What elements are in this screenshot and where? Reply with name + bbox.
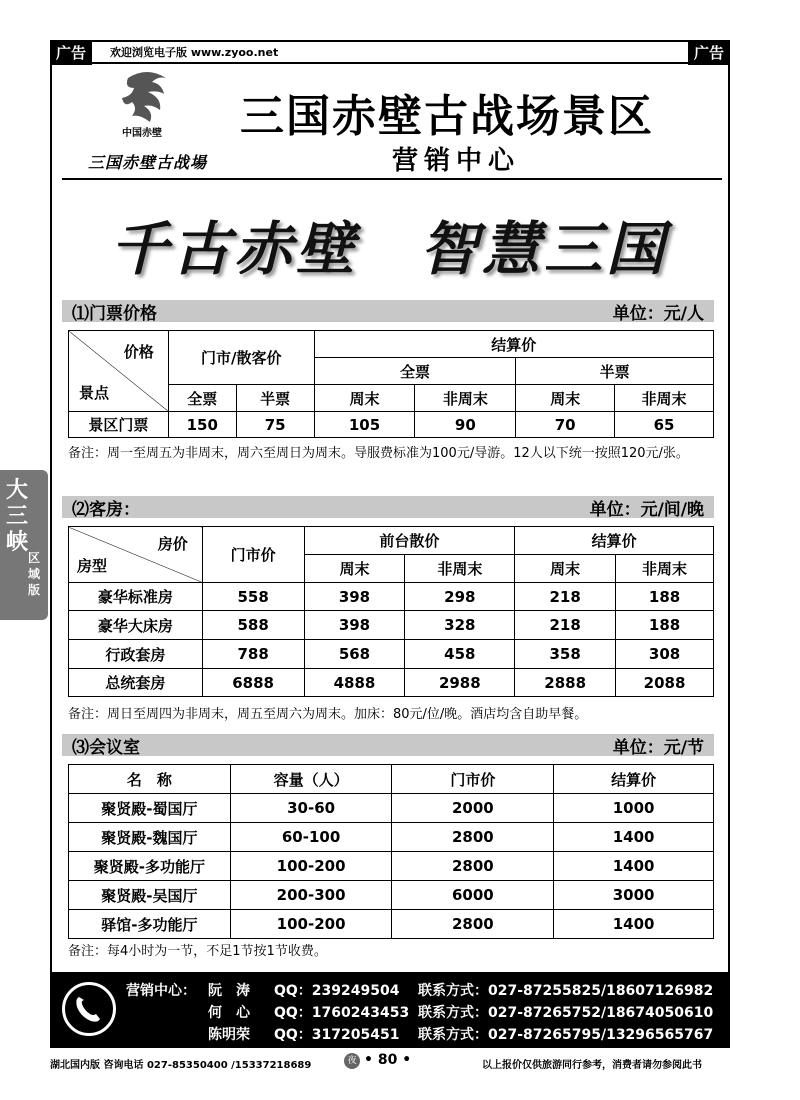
meeting-capacity: 100-200	[230, 910, 392, 939]
room-note: 备注：周日至周四为非周末，周五至周六为周末。加床：80元/位/晚。酒店均含自助早餐。	[68, 707, 588, 722]
page-number-value: 80	[377, 1052, 398, 1068]
meeting-capacity: 30-60	[230, 794, 392, 823]
meeting-settle: 1400	[554, 852, 714, 881]
header-half-weekend: 周末	[516, 385, 615, 412]
side-tab-small: 区域版	[28, 551, 41, 597]
side-tab	[0, 470, 48, 620]
ticket-table	[68, 330, 714, 438]
room-section-title: ⑵客房：	[72, 499, 140, 520]
room-corner-cell	[69, 527, 203, 583]
contact-block	[50, 972, 730, 1048]
ticket-half-weekend: 70	[516, 412, 615, 438]
header-full-ticket: 全票	[314, 358, 516, 385]
header-half-weekday: 非周末	[615, 385, 714, 412]
meeting-name: 聚贤殿-蜀国厅	[69, 794, 231, 823]
header-front-price: 前台散价	[304, 527, 515, 555]
header-room-retail: 门市价	[202, 527, 304, 583]
table-row	[69, 583, 714, 611]
page-subtitle: 营销中心	[392, 146, 521, 176]
slogan: 千古赤壁 智慧三国	[110, 215, 669, 283]
header-settle-weekend: 周末	[515, 555, 616, 583]
header-full-weekday: 非周末	[415, 385, 516, 412]
room-unit: 单位：元/间/晚	[589, 499, 704, 520]
meeting-table	[68, 764, 714, 939]
header-retail-full: 全票	[168, 385, 236, 412]
ticket-note: 备注：周一至周五为非周末，周六至周日为周末。导服费标准为100元/导游。12人以下统一按照120元/张。	[68, 446, 689, 461]
room-table	[68, 526, 714, 697]
phone-icon	[62, 982, 116, 1036]
meeting-section-title: ⑶会议室	[72, 737, 140, 758]
table-row	[69, 640, 714, 669]
table-row	[69, 881, 714, 910]
header-meeting-name: 名 称	[69, 765, 231, 794]
room-front-weekend: 398	[304, 611, 405, 640]
contact-name: 阮 涛	[208, 983, 250, 999]
room-retail: 788	[202, 640, 304, 669]
header-room-settle: 结算价	[515, 527, 714, 555]
header-retail: 门市/散客价	[168, 331, 314, 385]
room-settle-weekday: 188	[616, 583, 714, 611]
contact-phone: 联系方式：027-87265752/18674050610	[418, 1005, 714, 1021]
table-row	[69, 852, 714, 881]
header-front-weekend: 周末	[304, 555, 405, 583]
ticket-retail-full: 150	[168, 412, 236, 438]
room-front-weekday: 2988	[405, 669, 515, 697]
welcome-text: 欢迎浏览电子版 www.zyoo.net	[110, 46, 279, 59]
ticket-name: 景区门票	[69, 412, 169, 438]
ticket-full-weekend: 105	[314, 412, 415, 438]
header-meeting-retail: 门市价	[392, 765, 554, 794]
meeting-capacity: 200-300	[230, 881, 392, 910]
meeting-retail: 2800	[392, 910, 554, 939]
room-name: 总统套房	[69, 669, 203, 697]
ticket-retail-half: 75	[236, 412, 314, 438]
ad-label-left: 广告	[50, 40, 92, 65]
meeting-retail: 2800	[392, 852, 554, 881]
room-front-weekend: 4888	[304, 669, 405, 697]
room-front-weekday: 458	[405, 640, 515, 669]
contact-phone: 联系方式：027-87255825/18607126982	[418, 983, 714, 999]
room-front-weekday: 298	[405, 583, 515, 611]
ticket-half-weekday: 65	[615, 412, 714, 438]
page-number: • 80 •	[364, 1052, 412, 1068]
contact-qq: QQ：239249504	[274, 983, 400, 999]
page-badge: 夜	[344, 1053, 360, 1069]
page-title: 三国赤壁古战场景区	[240, 91, 654, 142]
header-settle: 结算价	[314, 331, 713, 358]
ad-label-right: 广告	[688, 40, 730, 65]
title-rule	[62, 178, 722, 180]
side-tab-big: 大三峡	[6, 478, 29, 555]
room-name: 豪华大床房	[69, 611, 203, 640]
room-retail: 6888	[202, 669, 304, 697]
table-row	[69, 910, 714, 939]
header-meeting-settle: 结算价	[554, 765, 714, 794]
room-name: 行政套房	[69, 640, 203, 669]
ticket-section-title: ⑴门票价格	[72, 303, 157, 324]
meeting-name: 聚贤殿-多功能厅	[69, 852, 231, 881]
header-settle-weekday: 非周末	[616, 555, 714, 583]
meeting-settle: 1400	[554, 910, 714, 939]
contact-qq: QQ：317205451	[274, 1027, 400, 1043]
contact-label: 营销中心：	[126, 983, 196, 999]
meeting-section-bar	[62, 734, 714, 756]
table-row	[69, 669, 714, 697]
meeting-retail: 2800	[392, 823, 554, 852]
meeting-retail: 2000	[392, 794, 554, 823]
contact-name: 何 心	[208, 1005, 250, 1021]
footer-left: 湖北国内版 咨询电话 027-85350400 /15337218689	[50, 1060, 312, 1071]
room-retail: 588	[202, 611, 304, 640]
meeting-name: 聚贤殿-吴国厅	[69, 881, 231, 910]
corner-spot-label: 景点	[79, 384, 110, 402]
room-front-weekday: 328	[405, 611, 515, 640]
header-retail-half: 半票	[236, 385, 314, 412]
corner-price-label: 价格	[123, 343, 154, 361]
room-name: 豪华标准房	[69, 583, 203, 611]
room-front-weekend: 568	[304, 640, 405, 669]
ticket-section-bar	[62, 300, 714, 322]
room-settle-weekday: 188	[616, 611, 714, 640]
logo-script: 三国赤壁古战場	[88, 153, 208, 172]
contact-phone: 联系方式：027-87265795/13296565767	[418, 1027, 714, 1043]
meeting-name: 聚贤殿-魏国厅	[69, 823, 231, 852]
meeting-capacity: 100-200	[230, 852, 392, 881]
logo-small-text: 中国赤壁	[122, 128, 162, 139]
meeting-unit: 单位：元/节	[612, 737, 704, 758]
room-front-weekend: 398	[304, 583, 405, 611]
meeting-settle: 3000	[554, 881, 714, 910]
room-settle-weekend: 218	[515, 583, 616, 611]
table-row	[69, 611, 714, 640]
header-full-weekend: 周末	[314, 385, 415, 412]
footer-right: 以上报价仅供旅游同行参考，消费者请勿参阅此书	[482, 1060, 702, 1071]
room-section-bar	[62, 496, 714, 518]
contact-qq: QQ：1760243453	[274, 1005, 410, 1021]
room-retail: 558	[202, 583, 304, 611]
meeting-note: 备注：每4小时为一节，不足1节按1节收费。	[68, 944, 327, 959]
header-front-weekday: 非周末	[405, 555, 515, 583]
header-meeting-capacity: 容量（人）	[230, 765, 392, 794]
room-settle-weekday: 2088	[616, 669, 714, 697]
meeting-settle: 1000	[554, 794, 714, 823]
corner-room-type: 房型	[77, 557, 108, 575]
ticket-full-weekday: 90	[415, 412, 516, 438]
room-settle-weekday: 308	[616, 640, 714, 669]
meeting-settle: 1400	[554, 823, 714, 852]
room-settle-weekend: 2888	[515, 669, 616, 697]
table-row	[69, 412, 714, 438]
table-row	[69, 794, 714, 823]
header-half-ticket: 半票	[516, 358, 714, 385]
corner-room-price: 房价	[157, 535, 188, 553]
room-settle-weekend: 358	[515, 640, 616, 669]
meeting-name: 驿馆-多功能厅	[69, 910, 231, 939]
table-row	[69, 823, 714, 852]
ticket-unit: 单位：元/人	[612, 303, 704, 324]
contact-name: 陈明荣	[208, 1027, 250, 1043]
ticket-corner-cell	[69, 331, 169, 412]
room-settle-weekend: 218	[515, 611, 616, 640]
meeting-retail: 6000	[392, 881, 554, 910]
meeting-capacity: 60-100	[230, 823, 392, 852]
